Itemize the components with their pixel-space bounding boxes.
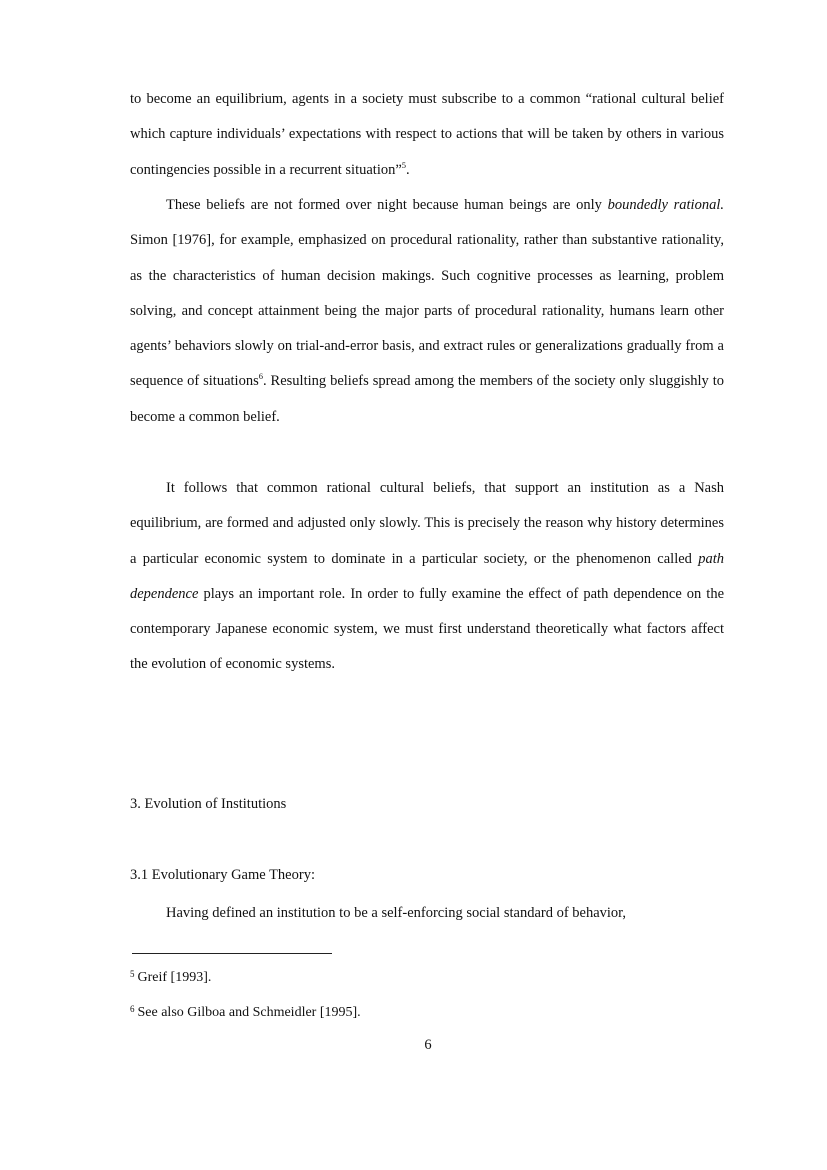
footnote-ref-6: 6 bbox=[258, 371, 263, 382]
paragraph-3-emphasis: path dependence bbox=[130, 550, 724, 602]
footnote-separator bbox=[132, 953, 332, 954]
footnote-6-text: See also Gilboa and Schmeidler [1995]. bbox=[137, 1005, 361, 1020]
section-heading: 3. Evolution of Institutions bbox=[130, 796, 287, 812]
paragraph-1 bbox=[130, 82, 724, 188]
paragraph-3 bbox=[130, 471, 724, 683]
paragraph-3-text-b: plays an important role. In order to fully examine the effect of path dependence on the contemporary Japanese economic system, we must first understand theoretically what factors affect the evolution of economic systems. bbox=[130, 585, 724, 673]
paragraph-3-text-a: It follows that common rational cultural beliefs, that support an institution as a Nash equilibrium, are formed and adjusted only slowly. This is precisely the reason why history determines a particular economic system to dominate in a particular society, or the phenomenon called bbox=[130, 480, 724, 567]
paragraph-2-text-b: Simon [1976], for example, emphasized on procedural rationality, rather than substantive rationality, as the characteristics of human decision makings. Such cognitive processes as learning, problem solving, and concept attainment being the major parts of procedural rationality, humans learn other agents’ behaviors slowly on trial-and-error basis, and extract rules or generalizations gradually from a sequence of situations bbox=[130, 232, 724, 390]
paragraph-2-text-a: These beliefs are not formed over night because human beings are only bbox=[166, 197, 608, 213]
page-number: 6 bbox=[424, 1037, 432, 1053]
paragraph-2-text-c: . Resulting beliefs spread among the members of the society only sluggishly to become a common belief. bbox=[130, 373, 724, 425]
footnote-5-text: Greif [1993]. bbox=[137, 970, 212, 985]
footnote-6-mark: 6 bbox=[130, 1004, 135, 1014]
paragraph-1-end: . bbox=[406, 161, 410, 178]
subsection-heading: 3.1 Evolutionary Game Theory: bbox=[130, 867, 315, 883]
paragraph-2 bbox=[130, 188, 724, 435]
footnote-6 bbox=[130, 1005, 361, 1021]
paragraph-1-text: to become an equilibrium, agents in a society must subscribe to a common “rational cultural belief which capture individuals’ expectations with respect to actions that will be taken by others in various contingencies possible in a recurrent situation” bbox=[130, 91, 724, 178]
paragraph-2-emphasis: boundedly rational. bbox=[607, 197, 724, 213]
paragraph-4 bbox=[130, 896, 724, 931]
footnote-5 bbox=[130, 970, 211, 986]
paragraph-4-text: Having defined an institution to be a self-enforcing social standard of behavior, bbox=[166, 905, 627, 921]
footnote-5-mark: 5 bbox=[130, 969, 135, 979]
footnote-ref-5: 5 bbox=[401, 159, 407, 170]
